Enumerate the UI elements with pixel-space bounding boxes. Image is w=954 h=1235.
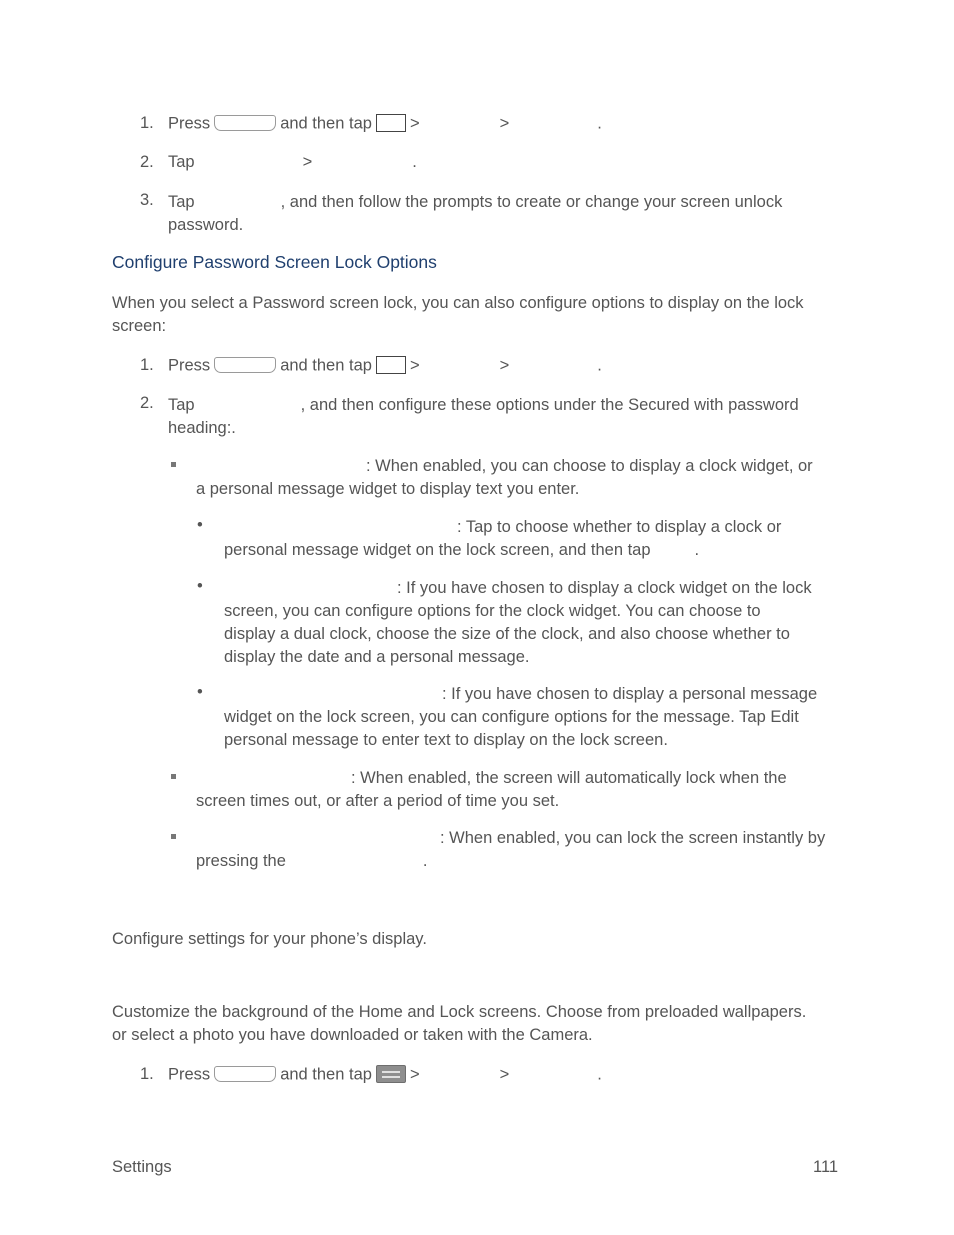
square-bullet-icon	[171, 462, 176, 467]
square-bullet-icon	[171, 834, 176, 839]
display-intro: Configure settings for your phone’s display.	[112, 930, 427, 948]
step-word: Tap	[168, 193, 195, 211]
sub-option-desc: display a dual clock, choose the size of the clock, and also choose whether to	[224, 625, 790, 643]
separator: >	[409, 356, 420, 375]
step-number: 2.	[140, 153, 154, 171]
section-heading: Configure Password Screen Lock Options	[112, 252, 437, 272]
step-word: Press	[168, 114, 211, 133]
period: .	[412, 153, 417, 171]
step-word: Tap	[168, 153, 195, 171]
step-word: and then tap	[280, 356, 372, 375]
step-text	[168, 191, 782, 237]
option-desc: a personal message widget to display text you enter.	[196, 480, 580, 498]
step-text	[168, 394, 799, 440]
option-item	[196, 455, 813, 501]
separator: >	[409, 1065, 420, 1084]
step-continuation: password.	[168, 216, 244, 234]
intro-line: When you select a Password screen lock, you can also configure options to display on the lock	[112, 294, 804, 312]
step-text	[168, 153, 417, 172]
step-number: 1.	[140, 356, 154, 374]
sub-option-desc: personal message widget on the lock screen, and then tap	[224, 541, 651, 559]
step-word: Press	[168, 1065, 211, 1084]
step-rest: , and then follow the prompts to create or change your screen unlock	[280, 193, 783, 211]
menu-key-icon	[376, 114, 406, 132]
option-desc: : When enabled, you can choose to display a clock widget, or	[366, 457, 813, 475]
bullet-dot-icon: •	[197, 577, 203, 595]
step-continuation: heading:.	[168, 419, 236, 437]
sub-option-desc: : If you have chosen to display a personal message	[442, 685, 818, 703]
wallpaper-line: or select a photo you have downloaded or taken with the Camera.	[112, 1026, 593, 1044]
step-text	[168, 114, 602, 134]
period: .	[597, 114, 602, 133]
home-key-icon	[214, 357, 276, 373]
menu-key-icon	[376, 356, 406, 374]
step-text	[168, 356, 602, 376]
sub-option-item	[224, 577, 812, 669]
sub-option-desc: : Tap to choose whether to display a clock or	[457, 518, 782, 536]
footer-section: Settings	[112, 1158, 172, 1176]
page-number: 111	[813, 1158, 839, 1176]
sub-option-item	[224, 683, 817, 752]
step-word: Press	[168, 356, 211, 375]
separator: >	[499, 1065, 510, 1084]
period: .	[597, 356, 602, 375]
step-word: and then tap	[280, 1065, 372, 1084]
option-item	[196, 827, 825, 873]
sub-option-desc: display the date and a personal message.	[224, 648, 530, 666]
step-text	[168, 1065, 602, 1085]
step-rest: , and then configure these options under the Secured with password	[300, 396, 799, 414]
sub-option-desc: : If you have chosen to display a clock widget on the lock	[397, 579, 812, 597]
separator: >	[409, 114, 420, 133]
step-number: 1.	[140, 114, 154, 132]
option-desc: : When enabled, the screen will automatically lock when the	[351, 769, 787, 787]
separator: >	[499, 114, 510, 133]
step-number: 2.	[140, 394, 154, 412]
square-bullet-icon	[171, 774, 176, 779]
step-number: 1.	[140, 1065, 154, 1083]
option-desc: pressing the	[196, 852, 286, 870]
wallpaper-line: Customize the background of the Home and Lock screens. Choose from preloaded wallpapers.	[112, 1003, 807, 1021]
sub-option-desc: widget on the lock screen, you can configure options for the message. Tap Edit	[224, 708, 799, 726]
option-desc: screen times out, or after a period of time you set.	[196, 792, 560, 810]
period: .	[422, 852, 428, 870]
option-item	[196, 767, 787, 813]
step-word: and then tap	[280, 114, 372, 133]
sub-option-desc: screen, you can configure options for the clock widget. You can choose to	[224, 602, 761, 620]
menu-key-icon	[376, 1065, 406, 1083]
intro-paragraph	[112, 292, 804, 338]
sub-option-desc: personal message to enter text to display on the lock screen.	[224, 731, 668, 749]
sub-option-item	[224, 516, 781, 562]
intro-line: screen:	[112, 317, 167, 335]
home-key-icon	[214, 115, 276, 131]
wallpaper-intro	[112, 1001, 806, 1047]
period: .	[694, 541, 700, 559]
separator: >	[499, 356, 510, 375]
bullet-dot-icon: •	[197, 516, 203, 534]
step-number: 3.	[140, 191, 154, 209]
option-desc: : When enabled, you can lock the screen instantly by	[440, 829, 826, 847]
period: .	[597, 1065, 602, 1084]
separator: >	[302, 153, 313, 171]
step-word: Tap	[168, 396, 195, 414]
home-key-icon	[214, 1066, 276, 1082]
bullet-dot-icon: •	[197, 683, 203, 701]
